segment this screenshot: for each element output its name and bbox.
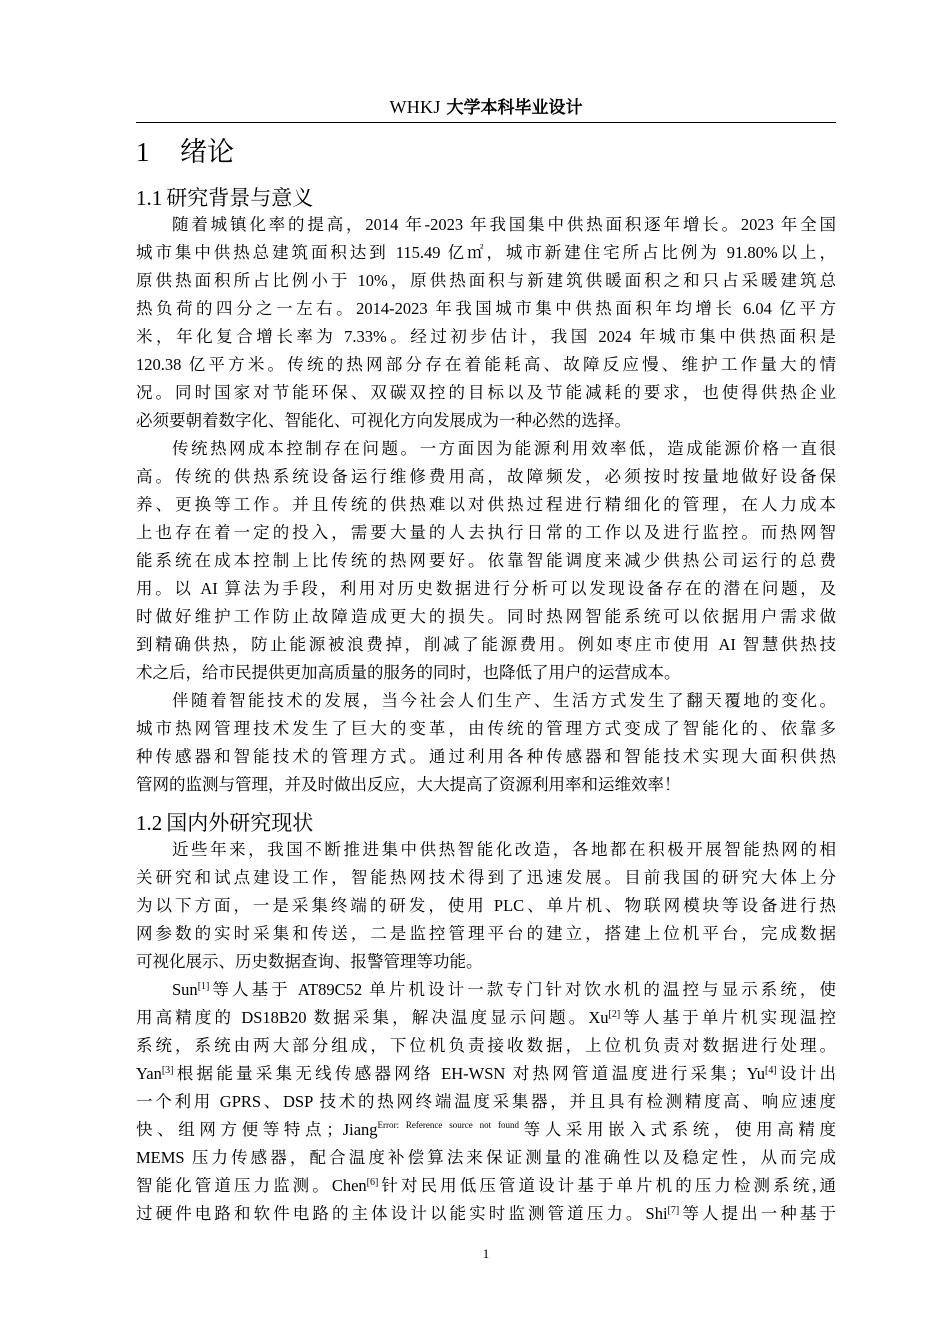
paragraph-line: 系统，系统由两大部分组成，下位机负责接收数据，上位机负责对数据进行处理。 [136,1036,836,1055]
line-text: 快、组网方便等特点；Jiang [136,1120,378,1139]
chapter-title: 绪论 [180,137,234,168]
paragraph-line: 原供热面积所占比例小于 10%，原供热面积与新建筑供暖面积之和只占采暖建筑总 [136,271,836,290]
paragraph-line: 传统热网成本控制存在问题。一方面因为能源利用效率低，造成能源价格一直很 [172,439,836,458]
section-heading [136,183,313,213]
paragraph-line: 一个利用 GPRS、DSP 技术的热网终端温度采集器，并且具有检测精度高、响应速度 [136,1092,836,1111]
line-text: 智能化管道压力监测。Chen [136,1176,367,1195]
line-text: 等人基于 AT89C52 单片机设计一款专门针对饮水机的温控与显示系统，使 [209,980,836,999]
paragraph-line: 可视化展示、历史数据查询、报警管理等功能。 [136,952,483,971]
paragraph-line: 时做好维护工作防止故障造成更大的损失。同时热网智能系统可以依据用户需求做 [136,607,836,626]
header-latin: WHKJ [389,97,441,117]
section-number: 1.2 [136,811,163,835]
paragraph-line: 能系统在成本控制上比传统的热网要好。依靠智能调度来减少供热公司运行的总费 [136,551,836,570]
paragraph-line [136,1116,836,1144]
line-text: 针对民用低压管道设计基于单片机的压力检测系统,通 [378,1176,836,1195]
paragraph-line [136,1060,836,1088]
chapter-number: 1 [136,137,150,167]
paragraph-line: 高。传统的供热系统设备运行维修费用高，故障频发，必须按时按量地做好设备保 [136,467,836,486]
paragraph-line: 米，年化复合增长率为 7.33%。经过初步估计，我国 2024 年城市集中供热面积是 [136,327,836,346]
paragraph-line: 为以下方面，一是采集终端的研发，使用 PLC、单片机、物联网模块等设备进行热 [136,896,836,915]
paragraph-line: 伴随着智能技术的发展，当今社会人们生产、生活方式发生了翻天覆地的变化。 [172,691,836,710]
paragraph-line: 随着城镇化率的提高，2014 年-2023 年我国集中供热面积逐年增长。2023 年全国 [172,215,836,234]
citation-error: Error: Reference source not found [377,1120,520,1130]
paragraph-line [136,1200,836,1228]
paragraph-line: 关研究和试点建设工作，智能热网技术得到了迅速发展。目前我国的研究大体上分 [136,868,836,887]
line-text: 用高精度的 DS18B20 数据采集，解决温度显示问题。Xu [136,1008,609,1027]
paragraph-line: 城市集中供热总建筑面积达到 115.49 亿㎡，城市新建住宅所占比例为 91.80%以上， [136,243,836,262]
line-text: Sun [172,980,198,999]
paragraph-line: 种传感器和智能技术的管理方式。通过利用各种传感器和智能技术实现大面积供热 [136,747,836,766]
paragraph-line: 热负荷的四分之一左右。2014-2023 年我国城市集中供热面积年均增长 6.04 亿平方 [136,299,836,318]
line-text: 设计出 [776,1064,836,1083]
paragraph-line: 术之后，给市民提供更加高质量的服务的同时，也降低了用户的运营成本。 [136,663,681,682]
header-rule [136,122,836,123]
paragraph-line [172,976,836,1004]
citation-ref: [1] [197,981,210,992]
page-header [136,93,836,121]
paragraph-line: 用。以 AI 算法为手段，利用对历史数据进行分析可以发现设备存在的潜在问题，及 [136,579,836,598]
line-text: 过硬件电路和软件电路的主体设计以能实时监测管道压力。Shi [136,1204,668,1223]
citation-ref: [3] [161,1065,174,1076]
paragraph-line: 必须要朝着数字化、智能化、可视化方向发展成为一种必然的选择。 [136,411,631,430]
paragraph-line: 城市热网管理技术发生了巨大的变革，由传统的管理方式变成了智能化的、依靠多 [136,719,836,738]
citation-ref: [2] [608,1009,621,1020]
paragraph-line: 养、更换等工作。并且传统的供热难以对供热过程进行精细化的管理，在人力成本 [136,495,836,514]
page-number: 1 [482,1246,490,1261]
citation-ref: [7] [667,1205,680,1216]
paragraph-line: 120.38 亿平方米。传统的热网部分存在着能耗高、故障反应慢、维护工作量大的情 [136,355,836,374]
paragraph-line: 近些年来，我国不断推进集中供热智能化改造，各地都在积极开展智能热网的相 [172,840,836,859]
chapter-heading [136,134,234,170]
line-text: Yan [136,1064,162,1083]
section-number: 1.1 [136,186,163,210]
citation-ref: [6] [366,1177,379,1188]
paragraph-line: MEMS 压力传感器，配合温度补偿算法来保证测量的准确性以及稳定性，从而完成 [136,1148,836,1167]
line-text: 等人采用嵌入式系统，使用高精度 [519,1120,836,1139]
line-text: 等人提出一种基于 [679,1204,836,1223]
citation-ref: [4] [765,1065,777,1076]
paragraph-line: 况。同时国家对节能环保、双碳双控的目标以及节能减耗的要求，也使得供热企业 [136,383,836,402]
section-title: 研究背景与意义 [166,186,314,210]
paragraph-line: 网参数的实时采集和传送，二是监控管理平台的建立，搭建上位机平台，完成数据 [136,924,836,943]
paragraph-line: 管网的监测与管理，并及时做出反应，大大提高了资源利用率和运维效率！ [136,775,681,794]
paragraph-line: 上也存在着一定的投入，需要大量的人去执行日常的工作以及进行监控。而热网智 [136,523,836,542]
section-title: 国内外研究现状 [166,811,314,835]
header-title: 大学本科毕业设计 [440,98,583,118]
line-text: 等人基于单片机实现温控 [620,1008,836,1027]
paragraph-line: 到精确供热，防止能源被浪费掉，削减了能源费用。例如枣庄市使用 AI 智慧供热技 [136,635,836,654]
paragraph-line [136,1004,836,1032]
line-text: 根据能量采集无线传感器网络 EH-WSN 对热网管道温度进行采集；Yu [173,1064,766,1083]
paragraph-line [136,1172,836,1200]
section-heading [136,808,313,838]
